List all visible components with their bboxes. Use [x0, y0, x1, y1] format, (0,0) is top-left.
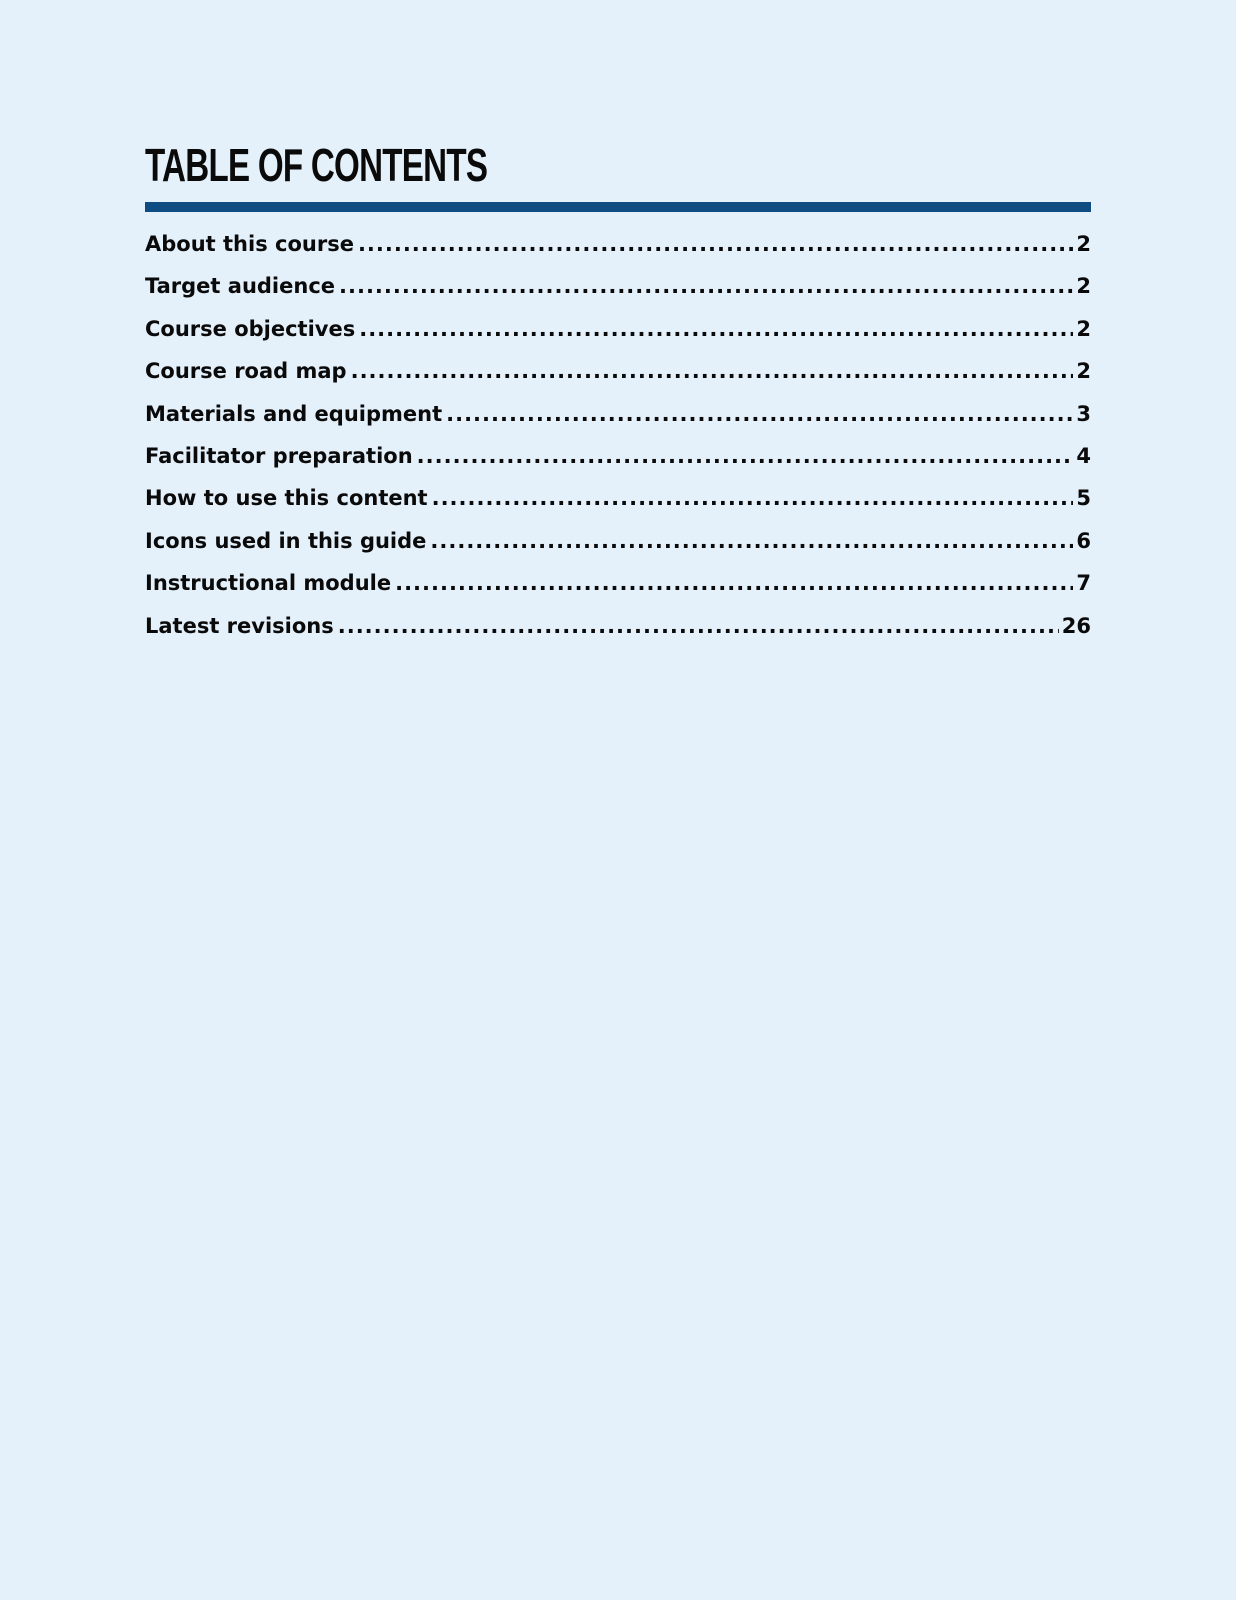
toc-entry-how-to-use-this-content[interactable]: [145, 486, 1091, 528]
toc-list: [145, 232, 1091, 656]
toc-entry-target-audience[interactable]: [145, 274, 1091, 316]
page-title: TABLE OF CONTENTS: [145, 139, 488, 191]
toc-entry-instructional-module[interactable]: [145, 571, 1091, 613]
toc-entry-label: Course road map: [145, 359, 347, 384]
toc-entry-label: About this course: [145, 232, 354, 256]
toc-entry-icons-used-in-this-guide[interactable]: [145, 529, 1091, 571]
toc-entry-label: Course objectives: [145, 316, 356, 341]
toc-entry-course-road-map[interactable]: [145, 359, 1091, 401]
toc-entry-label: How to use this content: [145, 486, 428, 511]
toc-entry-materials-and-equipment[interactable]: [145, 402, 1091, 444]
toc-entry-page-number: 4: [1076, 443, 1091, 468]
dot-leader: [358, 232, 1073, 256]
toc-entry-page-number: 2: [1076, 316, 1091, 341]
dot-leader: [395, 571, 1073, 595]
dot-leader: [446, 402, 1073, 426]
dot-leader: [417, 444, 1074, 468]
dot-leader: [430, 529, 1073, 553]
dot-leader: [338, 614, 1059, 638]
toc-entry-page-number: 3: [1076, 401, 1091, 426]
toc-entry-page-number: 5: [1076, 486, 1091, 511]
toc-entry-label: Facilitator preparation: [145, 443, 413, 468]
dot-leader: [339, 274, 1073, 298]
toc-entry-page-number: 7: [1076, 571, 1091, 596]
dot-leader: [351, 359, 1074, 383]
toc-entry-course-objectives[interactable]: [145, 317, 1091, 359]
toc-entry-latest-revisions[interactable]: [145, 614, 1091, 656]
toc-entry-label: Materials and equipment: [145, 401, 443, 426]
toc-entry-label: Icons used in this guide: [145, 528, 427, 553]
dot-leader: [432, 486, 1074, 510]
toc-entry-page-number: 26: [1061, 613, 1091, 638]
toc-entry-label: Target audience: [145, 274, 336, 299]
title-divider: [145, 202, 1091, 212]
toc-entry-page-number: 6: [1076, 528, 1091, 553]
toc-entry-about-this-course[interactable]: [145, 232, 1091, 274]
toc-entry-label: Latest revisions: [145, 613, 334, 638]
toc-entry-page-number: 2: [1076, 274, 1091, 299]
table-of-contents: [145, 140, 1091, 656]
toc-entry-page-number: 2: [1076, 232, 1091, 256]
dot-leader: [359, 317, 1073, 341]
toc-entry-facilitator-preparation[interactable]: [145, 444, 1091, 486]
toc-entry-page-number: 2: [1076, 359, 1091, 384]
toc-entry-label: Instructional module: [145, 571, 392, 596]
